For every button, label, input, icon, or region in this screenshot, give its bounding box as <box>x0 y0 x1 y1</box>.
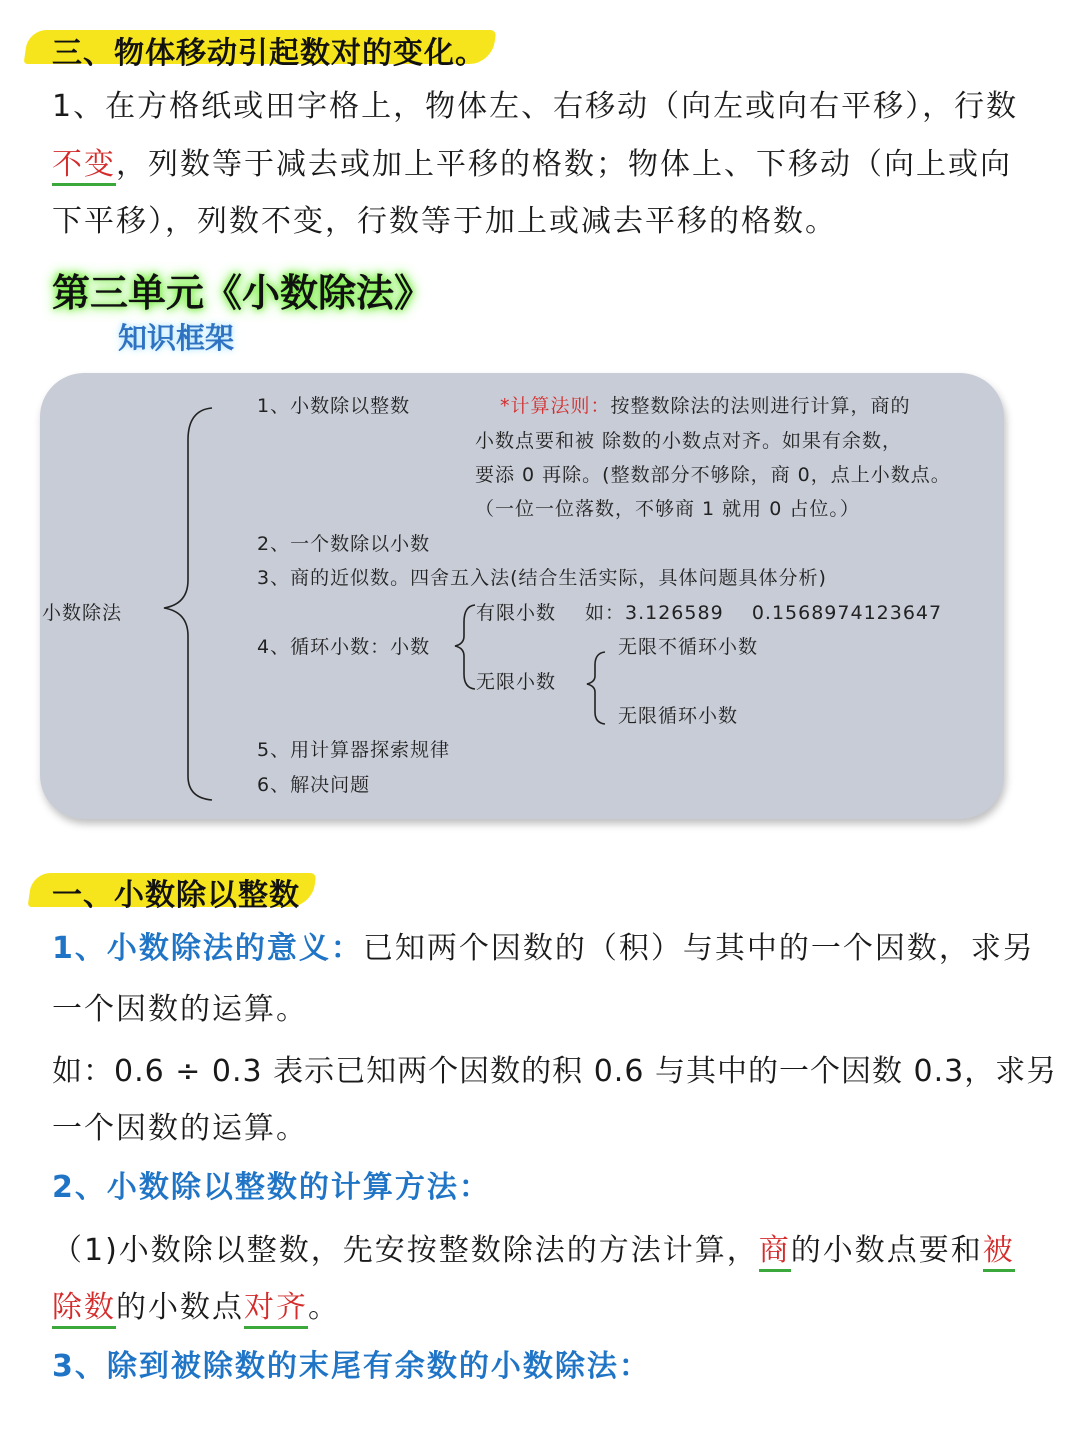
infinite-brace <box>587 652 605 724</box>
point-label: 3、除到被除数的末尾有余数的小数除法： <box>52 1349 651 1384</box>
main-brace <box>164 408 212 800</box>
rule-text: 按整数除法的法则进行计算，商的 <box>610 395 911 417</box>
paragraph-line <box>52 1222 1015 1280</box>
emphasis-text: 不变 <box>52 147 116 186</box>
paragraph-line <box>52 920 1035 978</box>
rule-line <box>500 391 911 418</box>
text: 的小数点 <box>116 1290 244 1325</box>
framework-item: 3、商的近似数。四舍五入法(结合生活实际，具体问题具体分析) <box>257 567 827 589</box>
paragraph-line: 一个因数的运算。 <box>52 992 308 1027</box>
text: 。 <box>308 1290 340 1325</box>
paragraph-line: 如：0.6 ÷ 0.3 表示已知两个因数的积 0.6 与其中的一个因数 0.3，求另 <box>52 1054 1058 1089</box>
point-label: 1、小数除法的意义： <box>52 931 363 966</box>
emphasis-text: 商 <box>759 1233 791 1272</box>
text: 的小数点要和 <box>790 1233 983 1268</box>
text: ，列数等于减去或加上平移的格数；物体上、下移动（向上或向 <box>116 147 1012 182</box>
text: （1)小数除以整数，先安按整数除法的方法计算， <box>52 1233 759 1268</box>
rule-line: 小数点要和被 除数的小数点对齐。如果有余数， <box>475 430 903 452</box>
text: 已知两个因数的（积）与其中的一个因数，求另 <box>362 931 1035 966</box>
rule-label: *计算法则： <box>500 395 611 417</box>
rule-line: 要添 0 再除。(整数部分不够除，商 0，点上小数点。 <box>475 464 951 486</box>
emphasis-text: 被 <box>983 1233 1015 1272</box>
section-heading: 三、物体移动引起数对的变化。 <box>52 36 486 71</box>
emphasis-text: 除数 <box>52 1290 116 1329</box>
framework-item: 6、解决问题 <box>257 774 371 796</box>
framework-item: 2、一个数除以小数 <box>257 533 431 555</box>
unit-subtitle: 知识框架 <box>118 321 235 355</box>
framework-subitem: 无限小数 <box>476 671 557 693</box>
framework-subitem: 无限不循环小数 <box>618 636 759 658</box>
framework-item: 4、循环小数：小数 <box>257 636 431 658</box>
point-label: 2、小数除以整数的计算方法： <box>52 1170 491 1205</box>
paragraph-line: 一个因数的运算。 <box>52 1111 308 1146</box>
paragraph-line <box>52 1279 340 1337</box>
rule-note: （一位一位落数，不够商 1 就用 0 占位。） <box>475 498 860 520</box>
unit-title: 第三单元《小数除法》 <box>52 270 433 315</box>
framework-subitem: 有限小数 <box>476 602 557 624</box>
section-heading: 一、小数除以整数 <box>52 878 300 913</box>
paragraph-line: 下平移），列数不变，行数等于加上或减去平移的格数。 <box>52 204 837 239</box>
framework-root: 小数除法 <box>42 602 123 624</box>
emphasis-text: 对齐 <box>244 1290 308 1329</box>
framework-example: 如：3.126589 0.1568974123647 <box>585 602 943 624</box>
paragraph-line: 1、在方格纸或田字格上，物体左、右移动（向左或向右平移），行数 <box>52 89 1019 124</box>
framework-item: 5、用计算器探索规律 <box>257 739 451 761</box>
framework-subitem: 无限循环小数 <box>618 705 739 727</box>
framework-item: 1、小数除以整数 <box>257 395 411 417</box>
decimal-brace <box>455 605 475 689</box>
